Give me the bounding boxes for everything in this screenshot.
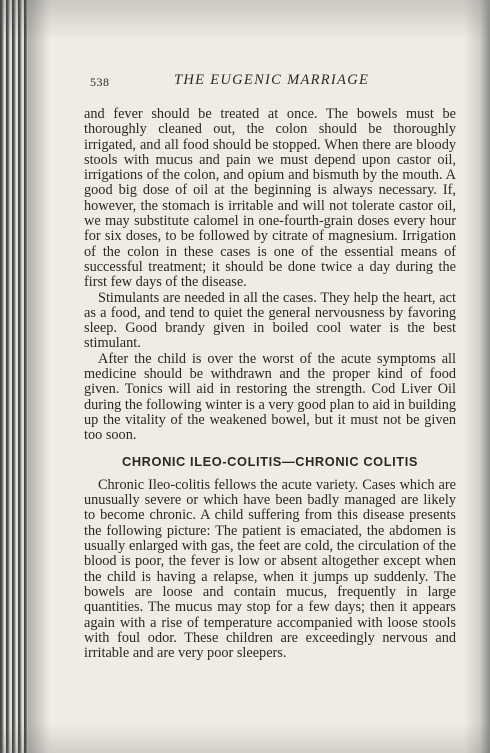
page-number: 538 xyxy=(90,75,110,89)
page-edge-shadow xyxy=(464,0,490,753)
running-head: THE EUGENIC MARRIAGE xyxy=(174,72,370,88)
paragraph: Stimulants are needed in all the cases. They help the heart, act as a food, and tend to quiet the general nervousness by favoring sleep. Good brandy given in boiled cool water is the best stimulant. xyxy=(84,289,456,352)
book-binding xyxy=(0,0,28,753)
bottom-shadow xyxy=(0,723,490,753)
top-shadow xyxy=(0,0,490,40)
section-heading: CHRONIC ILEO-COLITIS—CHRONIC COLITIS xyxy=(121,453,418,469)
paragraph: and fever should be treated at once. The bowels must be thoroughly cleaned out, the colon should be thoroughly irrigated, and all food should be stopped. When there are bloody stools with mucus and pain we must depend upon castor oil, irrigations of the colon, and opium and bismuth by the mouth. A good big dose of oil at the beginning is always necessary. If, however, the stomach is irritable and will not tolerate castor oil, we may substitute calomel in one-fourth-grain doses every hour for six doses, to be followed by citrate of magnesium. Irrigation of the colon in these cases is one of the essential means of successful treatment; it should be done twice a day during the first few days of the disease. xyxy=(84,106,456,291)
page-content xyxy=(84,73,456,661)
page-header xyxy=(84,73,456,93)
paragraph: Chronic Ileo-colitis fellows the acute variety. Cases which are unusually severe or which have been badly managed are likely to become chronic. A child suffering from this disease presents the following picture: The patient is emaciated, the abdomen is usually enlarged with gas, the feet are cold, the circulation of the blood is poor, the fever is low or absent altogether except when the child is having a relapse, when it jumps up suddenly. The bowels are loose and contain mucus, frequently in large quantities. The mucus may stop for a few days; then it appears again with a rise of temperature accompanied with loose stools with foul odor. These children are exceedingly nervous and irritable and are very poor sleepers. xyxy=(84,476,456,662)
gutter-shadow xyxy=(28,0,50,753)
paragraph: After the child is over the worst of the acute symptoms all medicine should be withdrawn and the proper kind of food given. Tonics will aid in restoring the strength. Cod Liver Oil during the following winter is a very good plan to aid in building up the vitality of the weakened bowel, but it must not be given too soon. xyxy=(84,350,456,444)
